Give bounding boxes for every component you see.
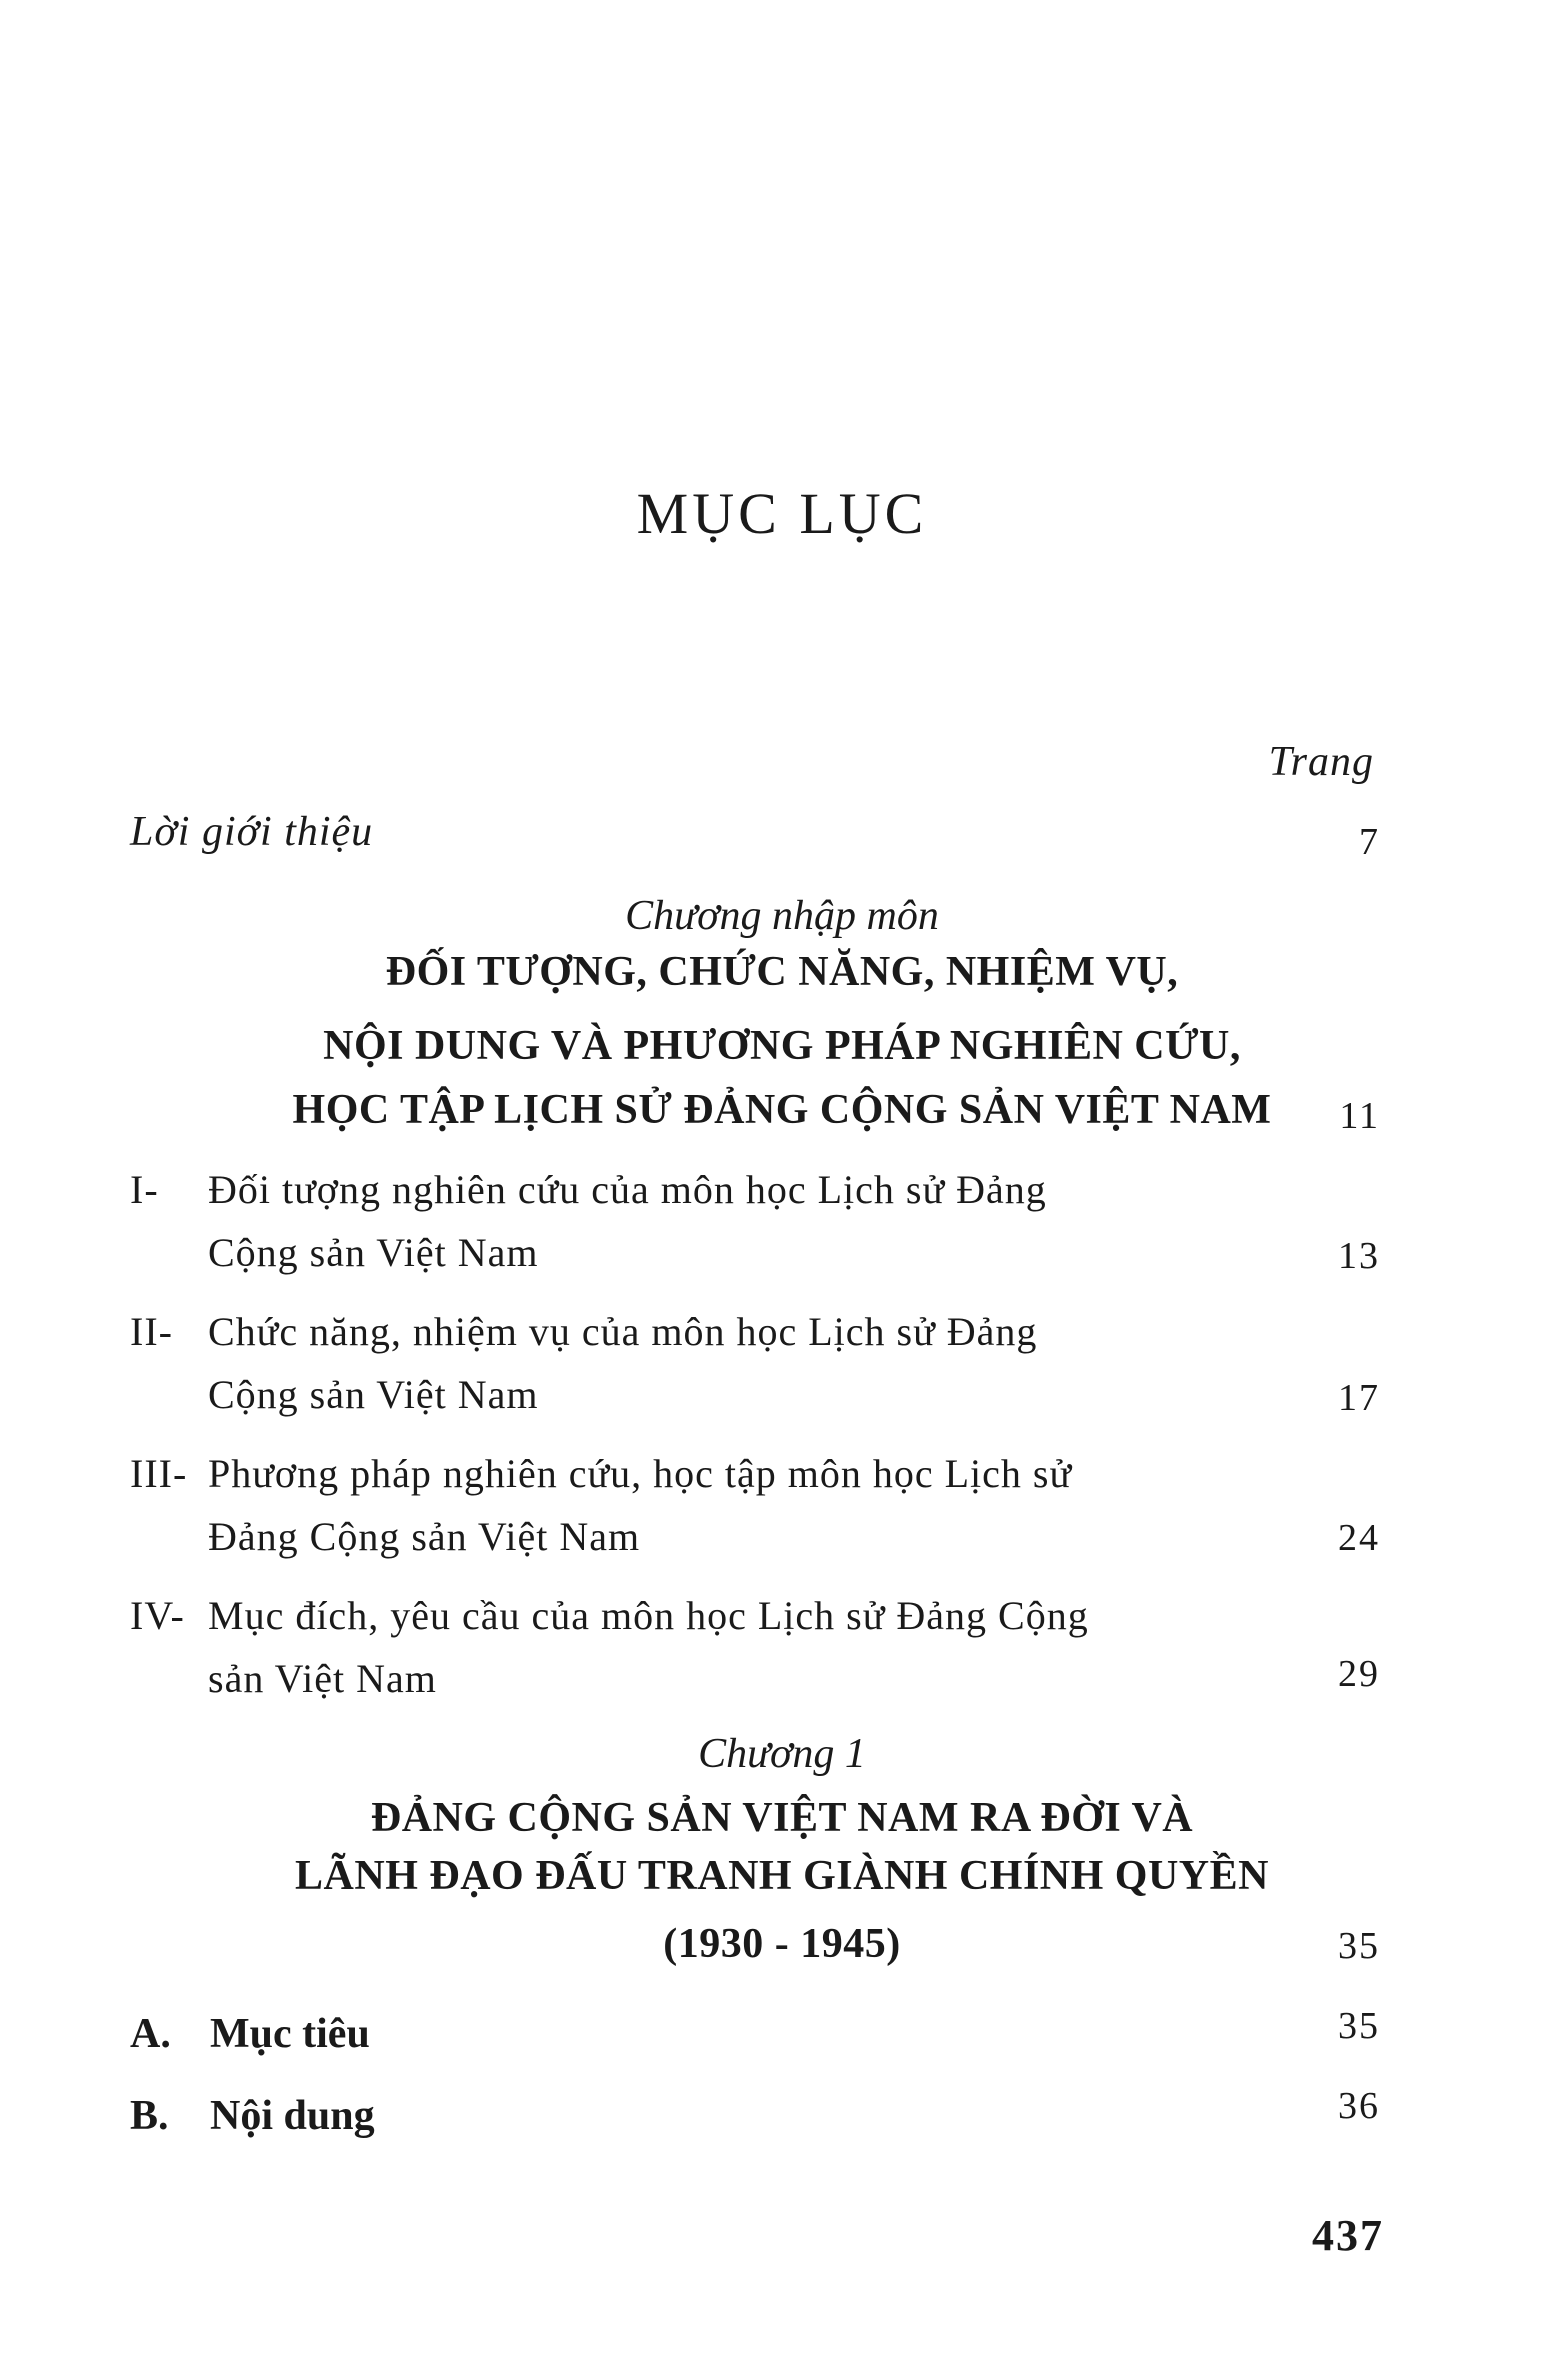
chapter-intro-title-line: ĐỐI TƯỢNG, CHỨC NĂNG, NHIỆM VỤ, [385, 949, 1179, 995]
page-title: MỤC LỤC [636, 481, 928, 546]
toc-entry-text: Chức năng, nhiệm vụ của môn học Lịch sử Đảng [208, 1309, 1038, 1354]
chapter-intro-title-line: NỘI DUNG VÀ PHƯƠNG PHÁP NGHIÊN CỨU, [323, 1023, 1241, 1069]
toc-entry-page: 13 [1338, 1235, 1380, 1277]
toc-entry-text: Đối tượng nghiên cứu của môn học Lịch sử Đảng [208, 1167, 1047, 1212]
toc-entry-text-continued: Cộng sản Việt Nam [208, 1230, 539, 1275]
toc-entry [130, 1300, 1210, 1426]
toc-subsection-number: B. [130, 2093, 169, 2139]
toc-subsection-number: A. [130, 2011, 171, 2057]
toc-subsection-label: Nội dung [210, 2093, 375, 2139]
toc-entry [130, 1442, 1210, 1568]
chapter-1-page: 35 [1338, 1925, 1380, 1967]
chapter-intro-page: 11 [1339, 1095, 1380, 1137]
chapter-1-title-line: (1930 - 1945) [663, 1921, 901, 1967]
toc-subsection-page: 36 [1338, 2085, 1380, 2127]
toc-entry-text: Phương pháp nghiên cứu, học tập môn học Lịch sử [208, 1451, 1073, 1496]
toc-entry-number: II- [130, 1309, 173, 1354]
toc-entry-text-continued: Đảng Cộng sản Việt Nam [208, 1514, 641, 1559]
toc-entry-number: III- [130, 1451, 188, 1496]
toc-subsection [130, 2092, 375, 2140]
toc-entry-text-continued: Cộng sản Việt Nam [208, 1372, 539, 1417]
toc-entry-page: 24 [1338, 1517, 1380, 1559]
chapter-1-title-line: LÃNH ĐẠO ĐẤU TRANH GIÀNH CHÍNH QUYỀN [295, 1853, 1269, 1899]
page-column-label: Trang [1268, 739, 1374, 785]
chapter-1-label: Chương 1 [698, 1731, 866, 1777]
chapter-1-title-line: ĐẢNG CỘNG SẢN VIỆT NAM RA ĐỜI VÀ [370, 1795, 1194, 1841]
toc-intro-label: Lời giới thiệu [130, 809, 374, 855]
toc-entry-text: Mục đích, yêu cầu của môn học Lịch sử Đảng Cộng [208, 1593, 1089, 1638]
toc-subsection [130, 2010, 370, 2058]
toc-entry [130, 1158, 1210, 1284]
toc-subsection-page: 35 [1338, 2005, 1380, 2047]
chapter-intro-label: Chương nhập môn [625, 893, 939, 939]
toc-entry-number: I- [130, 1167, 159, 1212]
toc-subsection-label: Mục tiêu [210, 2011, 370, 2057]
toc-entry-text-continued: sản Việt Nam [208, 1656, 437, 1701]
toc-entry [130, 1584, 1210, 1710]
chapter-intro-title-line: HỌC TẬP LỊCH SỬ ĐẢNG CỘNG SẢN VIỆT NAM [292, 1087, 1272, 1133]
page-number: 437 [1312, 2211, 1384, 2260]
toc-entry-number: IV- [130, 1593, 185, 1638]
toc-intro-page: 7 [1359, 821, 1380, 863]
toc-entry-page: 17 [1338, 1377, 1380, 1419]
toc-entry-page: 29 [1338, 1653, 1380, 1695]
